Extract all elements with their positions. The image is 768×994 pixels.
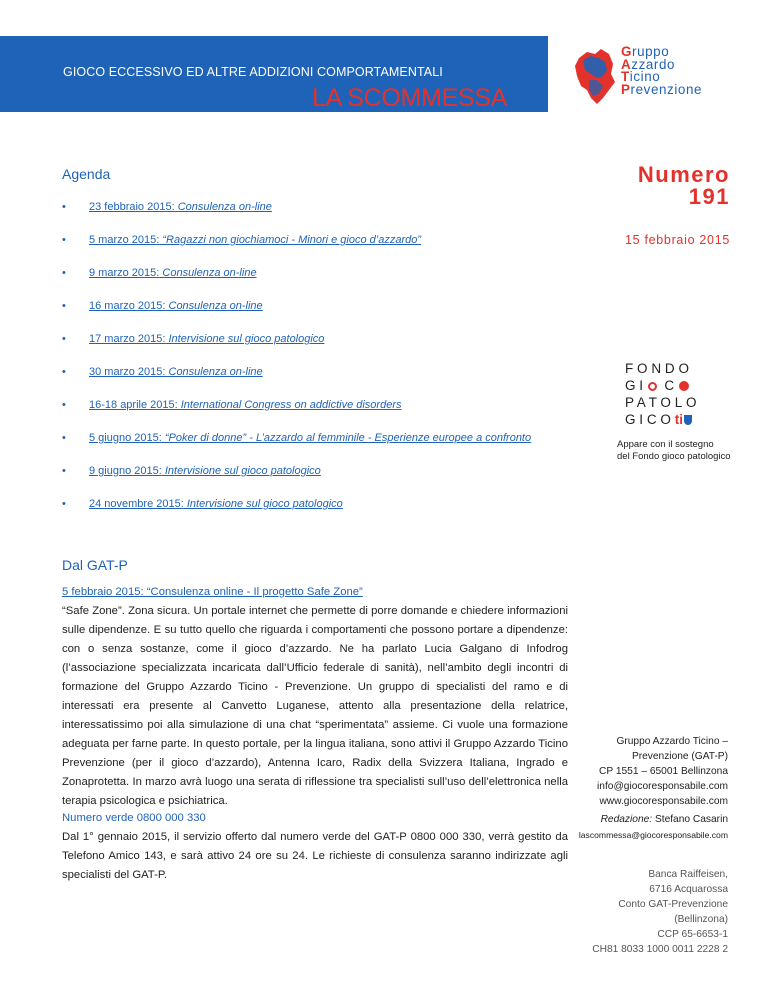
bullet: • <box>62 234 66 246</box>
article-safe-zone <box>62 583 568 811</box>
bullet: • <box>62 465 66 477</box>
header-kicker: GIOCO ECCESSIVO ED ALTRE ADDIZIONI COMPORTAMENTALI <box>63 65 443 79</box>
gatp-logo <box>573 46 748 106</box>
contact-website[interactable]: www.giocoresponsabile.com <box>599 796 728 807</box>
article-body: “Safe Zone”. Zona sicura. Un portale internet che permette di porre domande e chiedere informazioni sulle dipendenze. E su tutto quello che riguarda i comportamenti che possono portare a dipendenze: con o senza sostanze, come il gioco d’azzardo. Ne ha parlato Lucia Galgano di Infodrog (l’associazione specializzata incaricata dall’Ufficio federale di sanità), nell’ambito degli incontri di formazione del Gruppo Azzardo Ticino - Prevenzione. Un gruppo di specialisti del ramo e di interessati era presente al Canvetto Luganese, attento alla presentazione della relatrice, interessatissimo poi alla simulazione di una chat “sperimentata” assieme. Ci vuole una formazione adeguata per farne parte. In questo portale, per la lingua italiana, sono attivi il Gruppo Azzardo Ticino Prevenzione (per il gioco d’azzardo), Antenna Icaro, Radix della Svizzera Italiana, Ingrado e Zonaprotetta. In marzo avrà luogo una serata di riflessione tra specialisti sull’uso dell’elettronica nella terapia psicologica e psichiatrica. <box>62 605 568 807</box>
ticino-shield-icon <box>684 415 692 425</box>
agenda-link[interactable]: 9 marzo 2015: Consulenza on-line <box>89 267 257 279</box>
issue-label: Numero <box>637 162 730 187</box>
article-numero-verde <box>62 809 568 885</box>
ticino-map-icon <box>573 46 617 106</box>
logo-wordmark: Gruppo Azzardo Ticino Prevenzione <box>621 44 703 97</box>
article-body: Dal 1° gennaio 2015, il servizio offerto dal numero verde del GAT-P 0800 000 330, verrà gestito da Telefono Amico 143, e sarà attivo 24 ore su 24. Le richieste di consulenza saranno indirizzate agli specialisti del GAT-P. <box>62 831 568 881</box>
header-banner <box>0 36 548 112</box>
agenda-link[interactable]: 17 marzo 2015: Intervisione sul gioco patologico <box>89 333 325 345</box>
bullet: • <box>62 498 66 510</box>
redazione-email[interactable]: lascommessa@giocoresponsabile.com <box>578 830 728 840</box>
bank-details: Banca Raiffeisen, 6716 Acquarossa Conto GAT-Prevenzione (Bellinzona) CCP 65-6653-1 CH81 8033 1000 0011 2228 2 <box>592 869 728 955</box>
agenda-heading: Agenda <box>62 166 111 182</box>
agenda-link[interactable]: 5 marzo 2015: “Ragazzi non giochiamoci - Minori e gioco d’azzardo” <box>89 234 422 246</box>
dot-icon <box>679 381 689 391</box>
redazione: Redazione: Stefano Casarin <box>600 814 728 825</box>
agenda-link[interactable]: 16 marzo 2015: Consulenza on-line <box>89 300 263 312</box>
agenda-link[interactable]: 23 febbraio 2015: Consulenza on-line <box>89 201 272 213</box>
bullet: • <box>62 333 66 345</box>
bullet: • <box>62 201 66 213</box>
bullet: • <box>62 300 66 312</box>
issue-value: 191 <box>688 184 730 209</box>
article-heading: Numero verde 0800 000 330 <box>62 812 206 824</box>
issue-date: 15 febbraio 2015 <box>624 233 730 247</box>
article-link[interactable]: 5 febbraio 2015: “Consulenza online - Il progetto Safe Zone” <box>62 586 363 598</box>
fondo-caption: Appare con il sostegno del Fondo gioco patologico <box>617 439 731 462</box>
newsletter-title: LA SCOMMESSA <box>312 84 508 112</box>
bullet: • <box>62 432 66 444</box>
bullet: • <box>62 267 66 279</box>
contact-block: Gruppo Azzardo Ticino – Prevenzione (GAT-P) CP 1551 – 65001 Bellinzona info@giocoresponsabile.com www.giocoresponsabile.com <box>538 734 728 809</box>
agenda-link[interactable]: 16-18 aprile 2015: International Congress on addictive disorders <box>89 399 402 411</box>
gatp-heading: Dal GAT-P <box>62 557 128 573</box>
agenda-link[interactable]: 30 marzo 2015: Consulenza on-line <box>89 366 263 378</box>
agenda-link[interactable]: 9 giugno 2015: Intervisione sul gioco patologico <box>89 465 321 477</box>
issue-number <box>638 164 730 208</box>
fondo-logo: FONDO GI C PATOLO GICOti <box>625 361 701 427</box>
agenda-link[interactable]: 5 giugno 2015: “Poker di donne” - L’azzardo al femminile - Esperienze europee a confronto <box>89 432 532 444</box>
contact-email[interactable]: info@giocoresponsabile.com <box>597 781 728 792</box>
agenda-link[interactable]: 24 novembre 2015: Intervisione sul gioco patologico <box>89 498 343 510</box>
bullet: • <box>62 366 66 378</box>
ring-dot-icon <box>648 382 657 391</box>
bullet: • <box>62 399 66 411</box>
